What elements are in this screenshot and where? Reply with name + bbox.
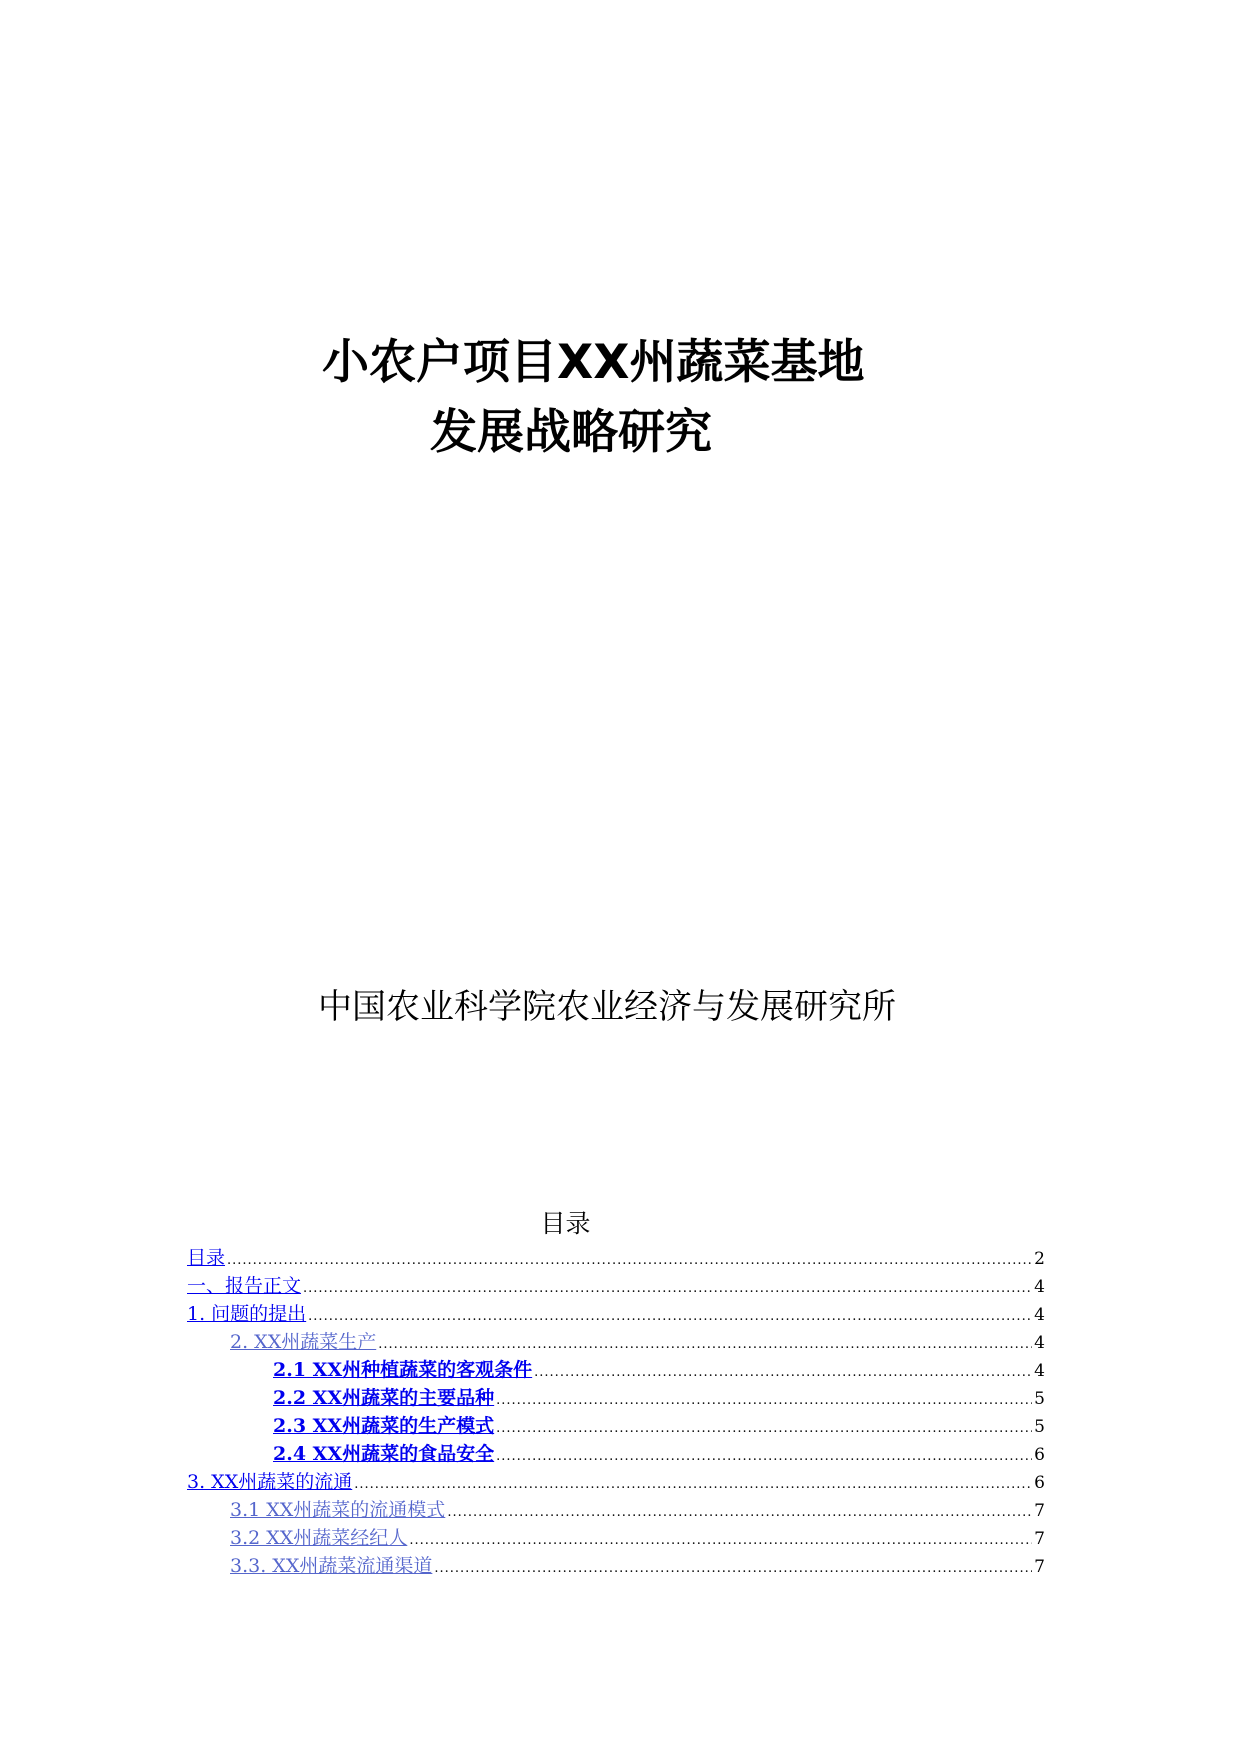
toc-link[interactable]: 2.1 XX州种植蔬菜的客观条件 — [273, 1359, 533, 1381]
toc-entry — [187, 1440, 1045, 1468]
toc-entry — [187, 1524, 1045, 1552]
toc-link[interactable]: 目录 — [187, 1247, 226, 1269]
toc-page-number: 4 — [1034, 1277, 1045, 1297]
toc-leader-dots — [534, 1359, 1032, 1387]
document-title-line-2: 发展战略研究 — [430, 405, 712, 460]
toc-page-number: 4 — [1034, 1361, 1045, 1381]
toc-link[interactable]: 3.1 XX州蔬菜的流通模式 — [230, 1499, 446, 1521]
toc-page-number: 5 — [1034, 1389, 1045, 1409]
institute-name: 中国农业科学院农业经济与发展研究所 — [318, 987, 896, 1027]
toc-entry — [187, 1468, 1045, 1496]
toc-page-number: 7 — [1034, 1529, 1045, 1549]
toc-leader-dots — [308, 1303, 1032, 1331]
toc-leader-dots — [354, 1471, 1032, 1499]
toc-leader-dots — [434, 1555, 1032, 1583]
toc-leader-dots — [378, 1331, 1032, 1359]
toc-link[interactable]: 3. XX州蔬菜的流通 — [187, 1471, 353, 1493]
toc-entry — [187, 1356, 1045, 1384]
toc-entry — [187, 1244, 1045, 1272]
toc-link[interactable]: 2.4 XX州蔬菜的食品安全 — [273, 1443, 495, 1465]
toc-entry — [187, 1384, 1045, 1412]
toc-leader-dots — [447, 1499, 1032, 1527]
toc-page-number: 7 — [1034, 1557, 1045, 1577]
table-of-contents — [187, 1244, 1045, 1580]
toc-page-number: 6 — [1034, 1473, 1045, 1493]
toc-entry — [187, 1412, 1045, 1440]
toc-leader-dots — [496, 1415, 1032, 1443]
toc-leader-dots — [409, 1527, 1032, 1555]
toc-page-number: 6 — [1034, 1445, 1045, 1465]
toc-page-number: 7 — [1034, 1501, 1045, 1521]
toc-entry — [187, 1496, 1045, 1524]
toc-entry — [187, 1552, 1045, 1580]
toc-leader-dots — [303, 1275, 1032, 1303]
toc-link[interactable]: 2.2 XX州蔬菜的主要品种 — [273, 1387, 495, 1409]
toc-link[interactable]: 1. 问题的提出 — [187, 1303, 307, 1325]
toc-link[interactable]: 2.3 XX州蔬菜的生产模式 — [273, 1415, 495, 1437]
toc-page-number: 5 — [1034, 1417, 1045, 1437]
toc-leader-dots — [496, 1443, 1032, 1471]
toc-entry — [187, 1328, 1045, 1356]
toc-link[interactable]: 3.3. XX州蔬菜流通渠道 — [230, 1555, 433, 1577]
toc-heading: 目录 — [540, 1209, 591, 1238]
toc-link[interactable]: 2. XX州蔬菜生产 — [230, 1331, 377, 1353]
toc-entry — [187, 1300, 1045, 1328]
toc-page-number: 4 — [1034, 1305, 1045, 1325]
toc-leader-dots — [227, 1247, 1032, 1275]
toc-page-number: 4 — [1034, 1333, 1045, 1353]
toc-leader-dots — [496, 1387, 1032, 1415]
toc-link[interactable]: 一、报告正文 — [187, 1275, 302, 1297]
document-title-line-1: 小农户项目XX州蔬菜基地 — [322, 335, 865, 390]
toc-link[interactable]: 3.2 XX州蔬菜经纪人 — [230, 1527, 408, 1549]
toc-entry — [187, 1272, 1045, 1300]
toc-page-number: 2 — [1034, 1249, 1045, 1269]
